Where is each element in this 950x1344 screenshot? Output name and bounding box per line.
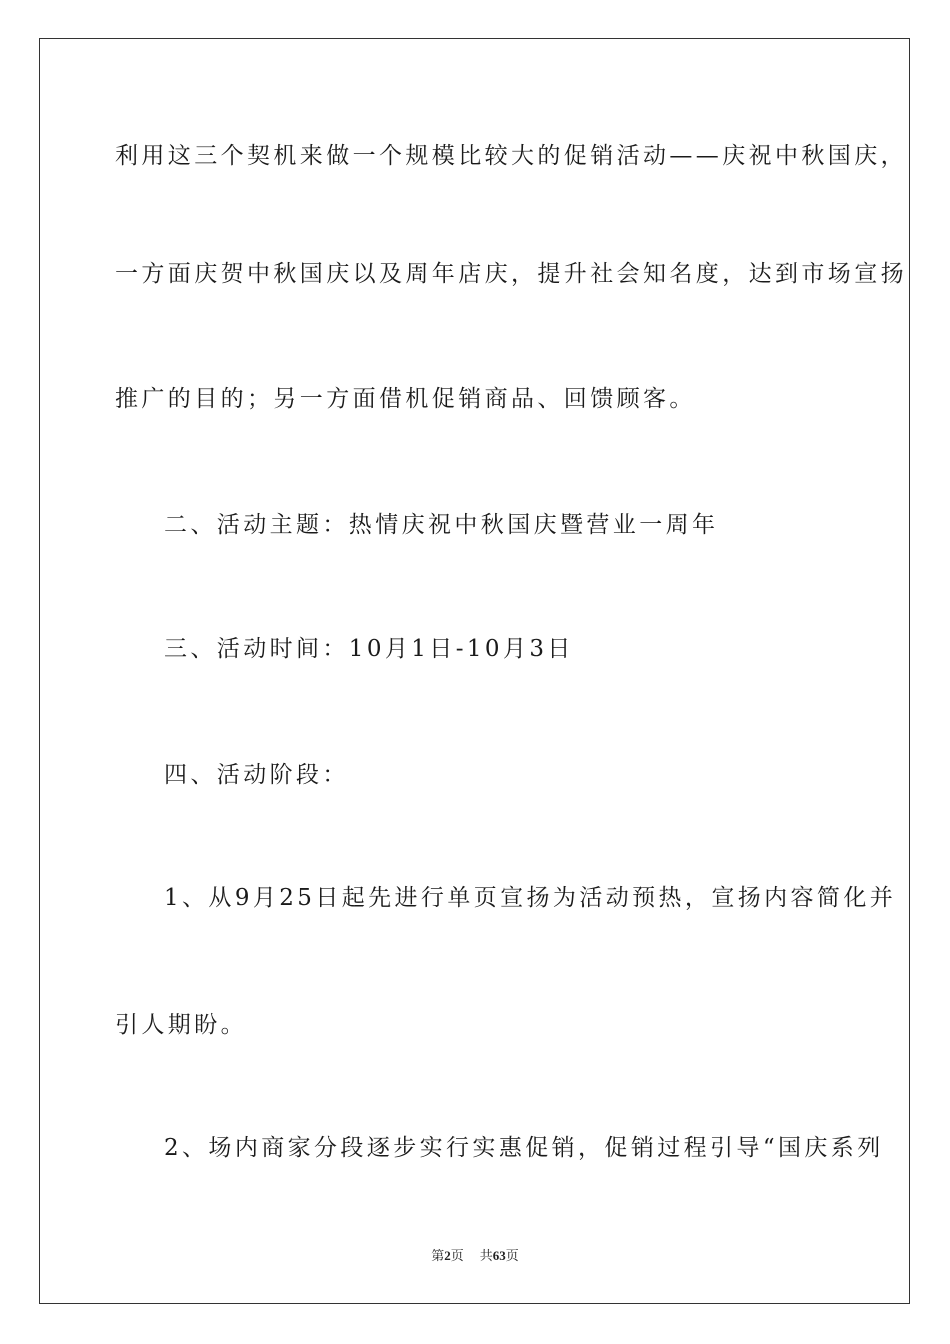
stage-item-1-continued: 引人期盼。 bbox=[115, 1012, 247, 1038]
section-heading-theme: 二、活动主题：热情庆祝中秋国庆暨营业一周年 bbox=[164, 512, 719, 538]
total-pages: 63 bbox=[492, 1248, 506, 1263]
section-heading-time: 三、活动时间：10月1日-10月3日 bbox=[164, 636, 574, 662]
body-line-1: 利用这三个契机来做一个规模比较大的促销活动——庆祝中秋国庆， bbox=[115, 143, 907, 169]
body-line-2: 一方面庆贺中秋国庆以及周年店庆，提升社会知名度，达到市场宣扬 bbox=[115, 261, 907, 287]
body-line-3: 推广的目的；另一方面借机促销商品、回馈顾客。 bbox=[115, 386, 696, 412]
total-suffix: 页 bbox=[505, 1248, 519, 1263]
total-prefix: 共 bbox=[479, 1248, 493, 1263]
page-suffix: 页 bbox=[450, 1248, 464, 1263]
page-footer bbox=[0, 1247, 950, 1265]
page-number: 2 bbox=[444, 1248, 451, 1263]
stage-item-2: 2、场内商家分段逐步实行实惠促销，促销过程引导“国庆系列 bbox=[164, 1135, 884, 1161]
stage-item-1: 1、从9月25日起先进行单页宣扬为活动预热，宣扬内容简化并 bbox=[164, 885, 897, 911]
page-prefix: 第 bbox=[431, 1248, 445, 1263]
page-border bbox=[39, 38, 910, 1304]
section-heading-stages: 四、活动阶段： bbox=[164, 762, 349, 788]
